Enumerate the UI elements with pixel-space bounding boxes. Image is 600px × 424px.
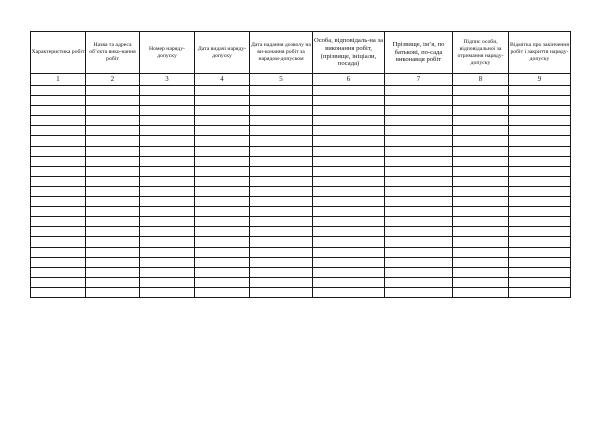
table-cell [86,217,140,227]
column-header-executor-name: Прізвище, ім’я, по батькові, по-сада виконавця робіт [385,32,453,74]
table-cell [453,86,509,96]
table-cell [86,186,140,196]
column-header-issue-date: Дата видачі наряду-допуску [195,32,250,74]
table-cell [195,156,250,166]
table-cell [195,166,250,176]
table-cell [31,156,86,166]
table-row [31,116,571,126]
table-cell [385,166,453,176]
table-cell [140,106,195,116]
table-cell [313,267,385,277]
table-cell [313,166,385,176]
column-header-completion-mark: Відмітка про закінчення робіт і закриття наряду-допуску [509,32,571,74]
table-cell [86,136,140,146]
table-cell [140,227,195,237]
table-cell [313,146,385,156]
table-cell [140,156,195,166]
column-number: 9 [509,74,571,86]
table-cell [31,96,86,106]
table-cell [86,116,140,126]
table-row [31,247,571,257]
table-row [31,156,571,166]
table-cell [250,237,313,247]
table-cell [385,247,453,257]
table-cell [313,86,385,96]
table-cell [31,176,86,186]
table-row [31,207,571,217]
table-row [31,166,571,176]
table-cell [453,186,509,196]
table-cell [453,247,509,257]
table-cell [250,126,313,136]
table-cell [509,287,571,297]
work-permit-register-table [30,31,571,298]
table-cell [31,126,86,136]
table-cell [86,176,140,186]
table-row [31,126,571,136]
table-cell [313,116,385,126]
table-cell [140,207,195,217]
table-cell [313,176,385,186]
table-cell [313,287,385,297]
header-row [31,32,571,74]
table-cell [31,106,86,116]
table-cell [250,136,313,146]
table-cell [195,257,250,267]
table-cell [385,136,453,146]
table-cell [195,277,250,287]
table-cell [313,186,385,196]
table-cell [509,176,571,186]
table-cell [385,96,453,106]
table-cell [195,227,250,237]
table-cell [250,146,313,156]
table-cell [140,126,195,136]
table-cell [385,186,453,196]
table-cell [31,247,86,257]
table-cell [385,116,453,126]
table-cell [195,116,250,126]
column-number: 3 [140,74,195,86]
table-cell [313,257,385,267]
table-cell [195,217,250,227]
table-cell [31,227,86,237]
table-cell [509,96,571,106]
table-cell [250,207,313,217]
table-cell [195,176,250,186]
column-number: 5 [250,74,313,86]
table-cell [195,207,250,217]
table-cell [509,227,571,237]
table-cell [250,156,313,166]
table-cell [453,267,509,277]
table-cell [313,207,385,217]
table-cell [509,156,571,166]
table-cell [313,277,385,287]
table-cell [31,86,86,96]
table-cell [140,176,195,186]
table-row [31,176,571,186]
table-row [31,96,571,106]
table-cell [31,257,86,267]
table-cell [385,227,453,237]
table-cell [453,116,509,126]
table-cell [453,207,509,217]
table-cell [385,106,453,116]
table-cell [31,277,86,287]
table-cell [86,106,140,116]
table-cell [31,237,86,247]
table-cell [385,176,453,186]
table-cell [86,146,140,156]
table-cell [385,217,453,227]
table-cell [31,217,86,227]
table-cell [195,186,250,196]
table-cell [453,176,509,186]
table-cell [453,257,509,267]
table-cell [195,197,250,207]
table-cell [385,207,453,217]
column-header-responsible-person: Особа, відповідаль-на за виконання робіт, (прізвище, ініціали, посада) [313,32,385,74]
table-row [31,186,571,196]
table-row [31,257,571,267]
table-cell [385,267,453,277]
table-cell [31,136,86,146]
table-cell [140,217,195,227]
table-cell [509,186,571,196]
table-cell [140,247,195,257]
table-cell [86,126,140,136]
table-cell [313,96,385,106]
table-cell [250,257,313,267]
table-cell [453,237,509,247]
table-cell [313,197,385,207]
table-row [31,237,571,247]
table-cell [509,247,571,257]
table-cell [509,197,571,207]
table-cell [195,96,250,106]
column-number: 4 [195,74,250,86]
table-cell [86,227,140,237]
column-number: 8 [453,74,509,86]
table-row [31,267,571,277]
table-cell [385,86,453,96]
column-header-work-description: Характеристика робіт [31,32,86,74]
table-cell [31,146,86,156]
column-header-permission-date: Дата надання дозволу на ви-конання робіт за нарядом-допуском [250,32,313,74]
column-number: 6 [313,74,385,86]
table-cell [195,247,250,257]
table-cell [453,126,509,136]
table-cell [453,96,509,106]
table-cell [453,146,509,156]
table-cell [385,146,453,156]
table-cell [509,257,571,267]
table-cell [195,146,250,156]
table-cell [31,116,86,126]
table-cell [509,166,571,176]
table-cell [313,126,385,136]
table-cell [86,86,140,96]
table-cell [140,116,195,126]
table-row [31,136,571,146]
table-cell [509,277,571,287]
table-cell [31,287,86,297]
table-cell [313,237,385,247]
table-cell [385,126,453,136]
table-cell [86,207,140,217]
table-cell [250,186,313,196]
table-cell [86,156,140,166]
table-cell [453,227,509,237]
column-header-receiver-signature: Підпис особи, відповідальної за отримання наряду-допуску [453,32,509,74]
table-cell [140,197,195,207]
table-cell [140,277,195,287]
table-cell [140,267,195,277]
table-cell [250,227,313,237]
table-cell [453,106,509,116]
table-cell [86,166,140,176]
table-cell [509,86,571,96]
table-cell [385,287,453,297]
table-cell [250,267,313,277]
table-cell [509,126,571,136]
table-cell [140,237,195,247]
table-cell [140,146,195,156]
table-row [31,197,571,207]
table-cell [86,96,140,106]
table-cell [385,277,453,287]
table-cell [86,197,140,207]
table-cell [31,267,86,277]
table-cell [250,217,313,227]
table-cell [195,287,250,297]
table-cell [86,247,140,257]
table-row [31,146,571,156]
table-cell [250,287,313,297]
table-cell [140,166,195,176]
table-cell [385,237,453,247]
column-header-object-name-address: Назва та адреса об’єкта вико-нання робіт [86,32,140,74]
table-cell [385,156,453,166]
table-cell [31,207,86,217]
table-cell [385,257,453,267]
table-cell [140,96,195,106]
table-cell [86,257,140,267]
table-cell [86,267,140,277]
table-cell [195,106,250,116]
table-cell [509,207,571,217]
table-cell [250,176,313,186]
table-cell [313,247,385,257]
table-cell [195,126,250,136]
table-row [31,277,571,287]
table-cell [453,197,509,207]
table-cell [86,277,140,287]
table-cell [250,247,313,257]
table-cell [453,287,509,297]
table-cell [140,257,195,267]
column-number: 2 [86,74,140,86]
table-cell [195,86,250,96]
table-cell [250,166,313,176]
table-cell [453,136,509,146]
table-cell [86,287,140,297]
table-cell [509,146,571,156]
table-cell [509,106,571,116]
table-cell [195,237,250,247]
table-cell [31,166,86,176]
table-cell [250,116,313,126]
table-cell [313,106,385,116]
column-number: 1 [31,74,86,86]
table-cell [140,86,195,96]
table-cell [509,217,571,227]
table-cell [509,267,571,277]
table-cell [313,217,385,227]
table-row [31,106,571,116]
table-cell [250,96,313,106]
table-cell [140,186,195,196]
table-cell [250,106,313,116]
table-cell [453,156,509,166]
column-header-permit-number: Номер наряду-допуску [140,32,195,74]
table-cell [453,217,509,227]
table-cell [453,277,509,287]
table-cell [313,227,385,237]
table-cell [509,116,571,126]
table-cell [385,197,453,207]
table-cell [195,267,250,277]
table-cell [195,136,250,146]
table-row [31,86,571,96]
table-cell [140,287,195,297]
table-cell [86,237,140,247]
table-cell [31,197,86,207]
table-cell [250,86,313,96]
table-cell [509,136,571,146]
table-cell [140,136,195,146]
column-number: 7 [385,74,453,86]
table-cell [453,166,509,176]
table-row [31,217,571,227]
table-cell [313,136,385,146]
table-row [31,287,571,297]
table-cell [250,277,313,287]
table-cell [509,237,571,247]
table-cell [31,186,86,196]
column-number-row [31,74,571,86]
table-cell [313,156,385,166]
table-body [31,74,571,298]
table-row [31,227,571,237]
table-cell [250,197,313,207]
